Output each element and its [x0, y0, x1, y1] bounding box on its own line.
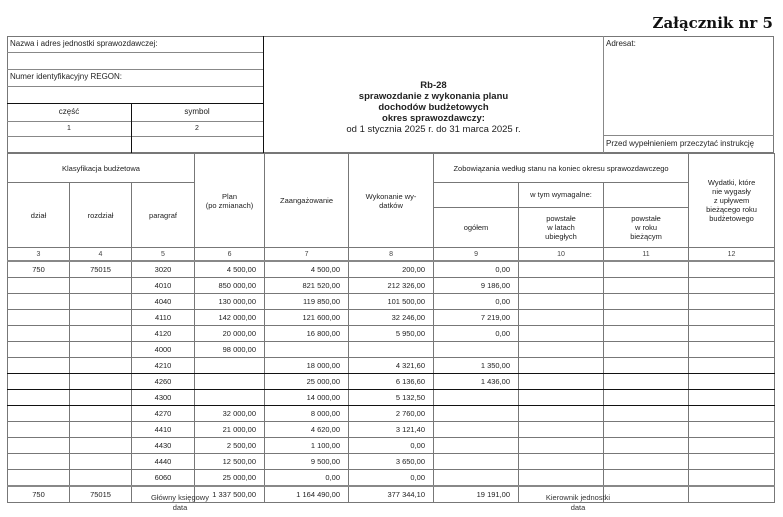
prior-years-line1: powstałe: [546, 213, 576, 223]
cell-execution[interactable]: 3 650,00: [349, 454, 434, 470]
cell-paragraf[interactable]: 4300: [132, 390, 195, 406]
cell-due-prior-years[interactable]: [519, 342, 604, 358]
unit-name-field[interactable]: [7, 52, 263, 68]
cell-due-current-year[interactable]: [604, 310, 689, 326]
liabilities-blank-2: [604, 183, 689, 208]
cell-commitment[interactable]: 4 500,00: [265, 261, 349, 278]
current-year-line1: powstałe: [631, 213, 661, 223]
cell-plan[interactable]: 21 000,00: [195, 422, 265, 438]
part-field[interactable]: [7, 136, 131, 153]
cell-rozdzial[interactable]: 75015: [70, 261, 132, 278]
cell-rozdzial[interactable]: 75015: [70, 486, 132, 503]
cell-paragraf[interactable]: 4000: [132, 342, 195, 358]
cell-plan[interactable]: 850 000,00: [195, 278, 265, 294]
plan-header-line1: Plan: [222, 191, 238, 201]
cell-dzial[interactable]: [8, 422, 70, 438]
cell-commitment[interactable]: 16 800,00: [265, 326, 349, 342]
cell-due-current-year[interactable]: [604, 326, 689, 342]
current-year-header: [604, 207, 689, 247]
cell-due-prior-years[interactable]: [519, 278, 604, 294]
chief-accountant-signature: [120, 493, 240, 513]
cell-liabilities-total[interactable]: [434, 438, 519, 454]
cell-dzial[interactable]: [8, 406, 70, 422]
cell-execution[interactable]: 5 132,50: [349, 390, 434, 406]
table-row: [8, 278, 775, 294]
cell-dzial[interactable]: [8, 342, 70, 358]
cell-due-current-year[interactable]: [604, 406, 689, 422]
symbol-col-num: 2: [195, 125, 199, 132]
cell-plan[interactable]: 32 000,00: [195, 406, 265, 422]
non-expiring-line2: nie wygasły: [712, 187, 751, 196]
cell-due-prior-years[interactable]: [519, 261, 604, 278]
commitment-header: Zaangażowanie: [265, 154, 349, 248]
table-row: [8, 470, 775, 487]
form-title-line1: sprawozdanie z wykonania planu: [358, 91, 509, 102]
form-title: [264, 80, 603, 135]
cell-paragraf[interactable]: 4430: [132, 438, 195, 454]
cell-due-prior-years[interactable]: [519, 358, 604, 374]
non-expiring-line1: Wydatki, które: [707, 178, 756, 187]
cell-execution[interactable]: 5 950,00: [349, 326, 434, 342]
cell-plan[interactable]: [195, 358, 265, 374]
cell-dzial[interactable]: [8, 454, 70, 470]
non-expiring-header: [689, 154, 775, 248]
cell-non-expiring[interactable]: [689, 310, 775, 326]
unit-name-label: Nazwa i adres jednostki sprawozdawczej:: [10, 39, 158, 48]
cell-liabilities-total[interactable]: [434, 470, 519, 487]
prior-years-line3: ubiegłych: [545, 231, 577, 241]
part-col-num: 1: [67, 125, 71, 132]
cell-execution[interactable]: 4 321,60: [349, 358, 434, 374]
period-label: okres sprawozdawczy:: [382, 113, 485, 124]
cell-non-expiring[interactable]: [689, 294, 775, 310]
table-row: [8, 406, 775, 422]
cell-liabilities-total[interactable]: [434, 342, 519, 358]
cell-execution[interactable]: [349, 342, 434, 358]
cell-commitment[interactable]: 18 000,00: [265, 358, 349, 374]
cell-paragraf[interactable]: 4210: [132, 358, 195, 374]
cell-paragraf[interactable]: 4260: [132, 374, 195, 390]
cell-paragraf[interactable]: 4010: [132, 278, 195, 294]
cell-paragraf[interactable]: 4110: [132, 310, 195, 326]
cell-plan[interactable]: 130 000,00: [195, 294, 265, 310]
cell-dzial[interactable]: [8, 438, 70, 454]
period-value: od 1 stycznia 2025 r. do 31 marca 2025 r.: [346, 124, 521, 135]
non-expiring-line3: z upływem: [713, 196, 750, 205]
cell-rozdzial[interactable]: [70, 438, 132, 454]
column-numbers-row: [8, 248, 775, 262]
cell-plan[interactable]: 4 500,00: [195, 261, 265, 278]
cell-non-expiring[interactable]: [689, 486, 775, 503]
cell-paragraf[interactable]: 4410: [132, 422, 195, 438]
cell-due-prior-years[interactable]: [519, 326, 604, 342]
cell-commitment[interactable]: [265, 342, 349, 358]
cell-non-expiring[interactable]: [689, 374, 775, 390]
prior-years-line2: w latach: [547, 222, 575, 232]
plan-header: [195, 154, 265, 248]
cell-non-expiring[interactable]: [689, 390, 775, 406]
cell-paragraf[interactable]: 3020: [132, 261, 195, 278]
cell-rozdzial[interactable]: [70, 310, 132, 326]
cell-due-current-year[interactable]: [604, 374, 689, 390]
cell-non-expiring[interactable]: [689, 406, 775, 422]
cell-rozdzial[interactable]: [70, 454, 132, 470]
cell-due-current-year[interactable]: [604, 261, 689, 278]
table-row: [8, 374, 775, 390]
of-which-due-header: w tym wymagalne:: [519, 183, 604, 208]
cell-liabilities-total[interactable]: [434, 454, 519, 470]
table-row: [8, 342, 775, 358]
cell-liabilities-total[interactable]: 1 350,00: [434, 358, 519, 374]
current-year-line2: w roku: [634, 222, 658, 232]
cell-commitment[interactable]: 1 100,00: [265, 438, 349, 454]
cell-due-current-year[interactable]: [604, 278, 689, 294]
cell-due-prior-years[interactable]: [519, 422, 604, 438]
cell-rozdzial[interactable]: [70, 422, 132, 438]
form-code: Rb-28: [420, 80, 447, 91]
attachment-label: Załącznik nr 5: [652, 14, 773, 32]
chief-accountant-date: data: [172, 503, 188, 512]
cell-rozdzial[interactable]: [70, 390, 132, 406]
cell-execution[interactable]: 32 246,00: [349, 310, 434, 326]
column-number: 6: [195, 248, 265, 262]
instruction-note: Przed wypełnieniem przeczytać instrukcję: [606, 139, 755, 148]
cell-plan[interactable]: 142 000,00: [195, 310, 265, 326]
cell-execution[interactable]: 200,00: [349, 261, 434, 278]
cell-rozdzial[interactable]: [70, 326, 132, 342]
cell-liabilities-total[interactable]: [434, 406, 519, 422]
cell-due-prior-years[interactable]: [519, 406, 604, 422]
non-expiring-line4: bieżącego roku: [706, 205, 757, 214]
cell-execution[interactable]: 377 344,10: [349, 486, 434, 503]
cell-due-prior-years[interactable]: [519, 454, 604, 470]
cell-due-prior-years[interactable]: [519, 390, 604, 406]
cell-liabilities-total[interactable]: 19 191,00: [434, 486, 519, 503]
cell-dzial[interactable]: 750: [8, 486, 70, 503]
cell-dzial[interactable]: [8, 326, 70, 342]
divider: [131, 103, 132, 153]
cell-commitment[interactable]: 14 000,00: [265, 390, 349, 406]
cell-commitment[interactable]: 9 500,00: [265, 454, 349, 470]
cell-plan[interactable]: 20 000,00: [195, 326, 265, 342]
cell-commitment[interactable]: 25 000,00: [265, 374, 349, 390]
table-row: [8, 358, 775, 374]
symbol-label: symbol: [184, 107, 210, 116]
table-row: [8, 390, 775, 406]
column-number: 3: [8, 248, 70, 262]
cell-plan[interactable]: 98 000,00: [195, 342, 265, 358]
cell-plan[interactable]: 12 500,00: [195, 454, 265, 470]
prior-years-header: [519, 207, 604, 247]
cell-non-expiring[interactable]: [689, 278, 775, 294]
cell-due-current-year[interactable]: [604, 438, 689, 454]
cell-due-current-year[interactable]: [604, 358, 689, 374]
cell-execution[interactable]: 101 500,00: [349, 294, 434, 310]
cell-dzial[interactable]: [8, 294, 70, 310]
cell-dzial[interactable]: [8, 278, 70, 294]
column-number: 5: [132, 248, 195, 262]
regon-label: Numer identyfikacyjny REGON:: [10, 72, 123, 81]
addressee-label: Adresat:: [606, 39, 636, 48]
cell-paragraf[interactable]: 4440: [132, 454, 195, 470]
execution-header-line2: datków: [379, 200, 403, 210]
table-row: [8, 422, 775, 438]
cell-liabilities-total[interactable]: [434, 390, 519, 406]
cell-liabilities-total[interactable]: 0,00: [434, 294, 519, 310]
part-label: część: [58, 107, 80, 116]
table-row: [8, 310, 775, 326]
column-number: 9: [434, 248, 519, 262]
cell-non-expiring[interactable]: [689, 342, 775, 358]
column-number: 7: [265, 248, 349, 262]
current-year-line3: bieżącym: [630, 231, 662, 241]
table-row: [8, 294, 775, 310]
cell-dzial[interactable]: [8, 470, 70, 487]
cell-non-expiring[interactable]: [689, 454, 775, 470]
cell-non-expiring[interactable]: [689, 438, 775, 454]
cell-non-expiring[interactable]: [689, 470, 775, 487]
cell-commitment[interactable]: 0,00: [265, 470, 349, 487]
cell-commitment[interactable]: 4 620,00: [265, 422, 349, 438]
unit-head-signature: [518, 493, 638, 513]
cell-execution[interactable]: 3 121,40: [349, 422, 434, 438]
symbol-field[interactable]: [131, 136, 263, 153]
cell-due-prior-years[interactable]: [519, 470, 604, 487]
cell-rozdzial[interactable]: [70, 294, 132, 310]
cell-plan[interactable]: [195, 374, 265, 390]
cell-liabilities-total[interactable]: 7 219,00: [434, 310, 519, 326]
unit-head-label: Kierownik jednostki: [545, 493, 611, 502]
cell-paragraf[interactable]: 6060: [132, 470, 195, 487]
cell-liabilities-total[interactable]: 0,00: [434, 326, 519, 342]
total-header: ogółem: [434, 207, 519, 247]
rozdzial-header: rozdział: [70, 183, 132, 248]
cell-commitment[interactable]: 119 850,00: [265, 294, 349, 310]
cell-paragraf[interactable]: 4040: [132, 294, 195, 310]
execution-header-line1: Wykonanie wy-: [365, 191, 417, 201]
form-header: [7, 36, 774, 153]
cell-dzial[interactable]: [8, 390, 70, 406]
classification-header: Klasyfikacja budżetowa: [8, 154, 195, 183]
cell-due-prior-years[interactable]: [519, 294, 604, 310]
cell-due-current-year[interactable]: [604, 422, 689, 438]
cell-rozdzial[interactable]: [70, 374, 132, 390]
cell-paragraf[interactable]: 4120: [132, 326, 195, 342]
cell-dzial[interactable]: 750: [8, 261, 70, 278]
liabilities-header: Zobowiązania według stanu na koniec okresu sprawozdawczego: [434, 154, 689, 183]
column-number: 12: [689, 248, 775, 262]
table-row: [8, 454, 775, 470]
cell-commitment[interactable]: 8 000,00: [265, 406, 349, 422]
cell-dzial[interactable]: [8, 358, 70, 374]
cell-execution[interactable]: 6 136,60: [349, 374, 434, 390]
cell-due-prior-years[interactable]: [519, 374, 604, 390]
cell-non-expiring[interactable]: [689, 326, 775, 342]
cell-execution[interactable]: 2 760,00: [349, 406, 434, 422]
cell-liabilities-total[interactable]: 9 186,00: [434, 278, 519, 294]
cell-liabilities-total[interactable]: 0,00: [434, 261, 519, 278]
cell-execution[interactable]: 0,00: [349, 470, 434, 487]
cell-plan[interactable]: 2 500,00: [195, 438, 265, 454]
cell-plan[interactable]: [195, 390, 265, 406]
regon-field[interactable]: [7, 86, 263, 103]
budget-table: [7, 153, 775, 503]
plan-header-line2: (po zmianach): [205, 200, 254, 210]
cell-dzial[interactable]: [8, 374, 70, 390]
cell-commitment[interactable]: 121 600,00: [265, 310, 349, 326]
cell-plan[interactable]: 1 337 500,00: [195, 486, 265, 503]
cell-rozdzial[interactable]: [70, 358, 132, 374]
cell-commitment[interactable]: 821 520,00: [265, 278, 349, 294]
cell-non-expiring[interactable]: [689, 358, 775, 374]
cell-due-current-year[interactable]: [604, 342, 689, 358]
cell-liabilities-total[interactable]: [434, 422, 519, 438]
form-title-line2: dochodów budżetowych: [378, 102, 489, 113]
header-row-1: [8, 154, 775, 183]
cell-due-prior-years[interactable]: [519, 310, 604, 326]
cell-rozdzial[interactable]: [70, 278, 132, 294]
cell-plan[interactable]: 25 000,00: [195, 470, 265, 487]
chief-accountant-label: Główny księgowy: [151, 493, 209, 502]
cell-execution[interactable]: 0,00: [349, 438, 434, 454]
non-expiring-line5: budżetowego: [709, 214, 754, 223]
cell-execution[interactable]: 212 326,00: [349, 278, 434, 294]
cell-due-prior-years[interactable]: [519, 438, 604, 454]
cell-rozdzial[interactable]: [70, 470, 132, 487]
liabilities-blank: [434, 183, 519, 208]
column-number: 4: [70, 248, 132, 262]
cell-rozdzial[interactable]: [70, 342, 132, 358]
cell-dzial[interactable]: [8, 310, 70, 326]
cell-commitment[interactable]: 1 164 490,00: [265, 486, 349, 503]
cell-due-current-year[interactable]: [604, 454, 689, 470]
execution-header: [349, 154, 434, 248]
cell-due-current-year[interactable]: [604, 470, 689, 487]
cell-non-expiring[interactable]: [689, 422, 775, 438]
table-row: [8, 261, 775, 278]
unit-head-date: data: [570, 503, 586, 512]
table-row: [8, 438, 775, 454]
addressee-field[interactable]: [603, 52, 774, 136]
cell-non-expiring[interactable]: [689, 261, 775, 278]
table-row: [8, 326, 775, 342]
cell-due-current-year[interactable]: [604, 294, 689, 310]
cell-due-current-year[interactable]: [604, 390, 689, 406]
column-number: 10: [519, 248, 604, 262]
cell-paragraf[interactable]: 4270: [132, 406, 195, 422]
column-number: 8: [349, 248, 434, 262]
paragraf-header: paragraf: [132, 183, 195, 248]
dzial-header: dział: [8, 183, 70, 248]
cell-liabilities-total[interactable]: 1 436,00: [434, 374, 519, 390]
column-number: 11: [604, 248, 689, 262]
cell-rozdzial[interactable]: [70, 406, 132, 422]
